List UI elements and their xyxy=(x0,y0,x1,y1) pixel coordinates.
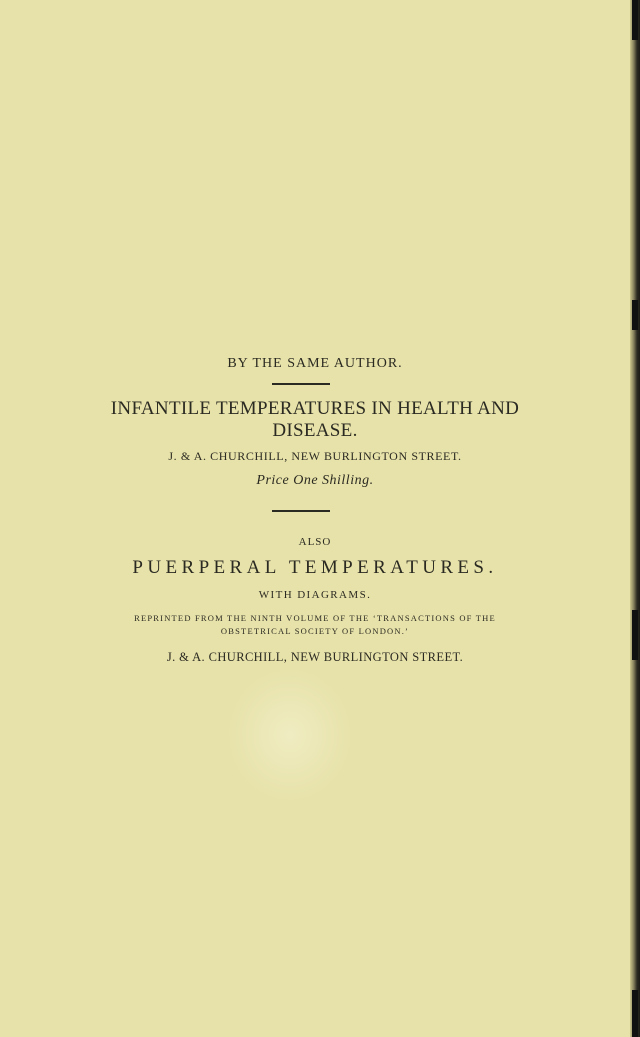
first-work-price: Price One Shilling. xyxy=(256,473,374,488)
second-work-title: PUERPERAL TEMPERATURES. xyxy=(132,557,498,578)
first-work-title xyxy=(0,398,630,442)
first-work-publisher: J. & A. CHURCHILL, NEW BURLINGTON STREET. xyxy=(168,449,462,463)
page-edge xyxy=(630,0,640,1037)
section-header: BY THE SAME AUTHOR. xyxy=(227,356,403,371)
second-work-publisher: J. & A. CHURCHILL, NEW BURLINGTON STREET. xyxy=(166,650,464,664)
first-work-title-line1: INFANTILE TEMPERATURES IN HEALTH AND xyxy=(110,398,520,419)
second-work-subtitle: WITH DIAGRAMS. xyxy=(258,589,372,601)
edge-mark xyxy=(632,610,638,660)
reprint-note-line1: REPRINTED FROM THE NINTH VOLUME OF THE ‘TRANSACTIONS OF THE xyxy=(134,613,496,623)
edge-mark xyxy=(632,0,638,40)
reprint-note-line2: OBSTETRICAL SOCIETY OF LONDON.’ xyxy=(220,626,410,636)
divider-rule xyxy=(272,510,330,512)
edge-mark xyxy=(632,300,638,330)
bleed-through-stain xyxy=(225,665,355,805)
first-work-title-line2: DISEASE. xyxy=(272,420,358,441)
also-label: ALSO xyxy=(298,536,332,548)
divider-rule xyxy=(272,383,330,385)
edge-mark xyxy=(632,990,638,1037)
reprint-note xyxy=(0,612,630,638)
